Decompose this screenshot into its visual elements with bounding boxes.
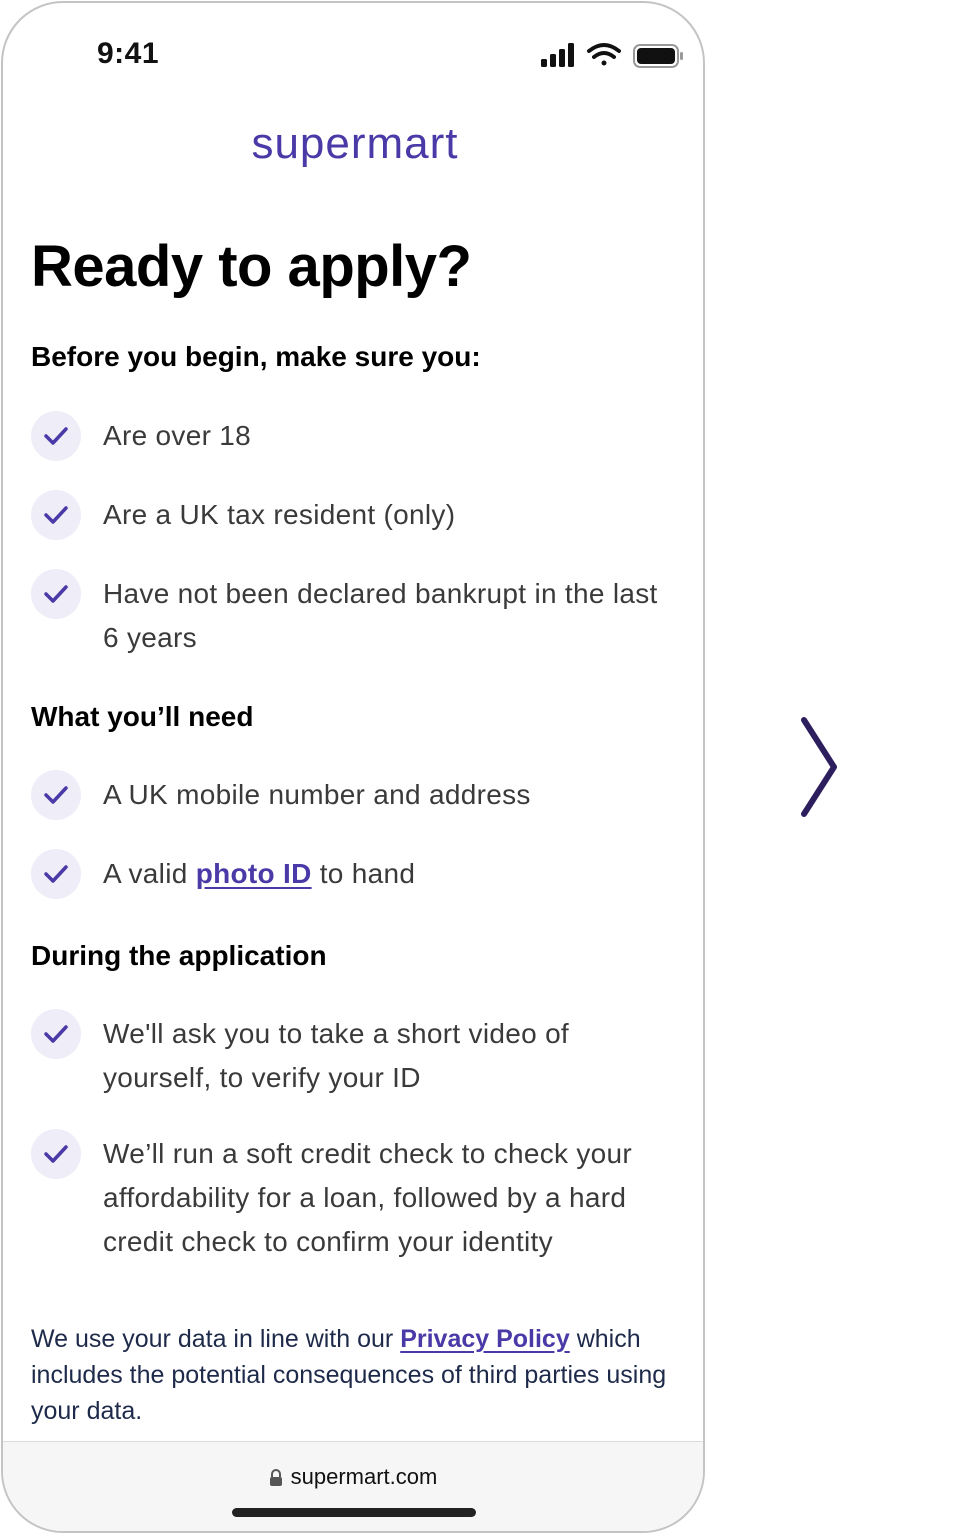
checklist-item-text: A UK mobile number and address — [103, 779, 531, 810]
brand-logo: supermart — [251, 119, 459, 168]
photo-id-link[interactable]: photo ID — [195, 858, 312, 889]
status-time: 9:41 — [97, 37, 160, 70]
checklist-item-text: Are over 18 — [103, 420, 252, 451]
page-title: Ready to apply? — [31, 234, 472, 299]
url-text: supermart.com — [290, 1464, 438, 1489]
status-icons — [539, 41, 683, 73]
photo-id-prefix: A valid — [103, 858, 196, 889]
checklist-item-text: Have not been declared bankrupt in the last 6 years — [103, 578, 658, 653]
privacy-prefix: We use your data in line with our — [31, 1325, 401, 1353]
checklist-item — [31, 1009, 681, 1100]
section-heading-requirements: What you’ll need — [31, 701, 254, 732]
checklist-item-text — [103, 849, 415, 896]
checklist-item — [31, 1129, 681, 1264]
checklist-item — [31, 569, 681, 660]
check-icon — [31, 490, 81, 540]
checklist-item — [31, 849, 681, 899]
check-icon — [31, 849, 81, 899]
privacy-policy-link[interactable]: Privacy Policy — [400, 1325, 570, 1353]
check-icon — [31, 411, 81, 461]
checklist-item-text: Are a UK tax resident (only) — [103, 499, 456, 530]
section-heading-eligibility: Before you begin, make sure you: — [31, 341, 481, 372]
check-icon — [31, 1009, 81, 1059]
browser-address-bar[interactable] — [3, 1441, 703, 1533]
check-icon — [31, 770, 81, 820]
checklist-item — [31, 770, 681, 820]
home-indicator[interactable] — [232, 1508, 476, 1517]
checklist-item — [31, 490, 681, 540]
cellular-signal-icon — [541, 43, 574, 67]
battery-icon — [634, 45, 683, 67]
privacy-notice — [31, 1321, 691, 1429]
wifi-icon — [589, 45, 619, 66]
checklist-item — [31, 411, 681, 461]
lock-icon — [269, 1469, 283, 1487]
section-heading-application: During the application — [31, 940, 327, 971]
checklist-item-text: We’ll run a soft credit check to check your affordability for a loan, followed by a hard credit check to confirm your identity — [103, 1138, 633, 1257]
checklist-item-text: We'll ask you to take a short video of yourself, to verify your ID — [103, 1018, 570, 1093]
chevron-right-icon[interactable] — [796, 714, 844, 820]
phone-frame — [1, 1, 705, 1533]
privacy-suffix: which includes the potential consequences of third parties using your data. — [31, 1325, 667, 1425]
url-display[interactable] — [3, 1464, 703, 1490]
photo-id-suffix: to hand — [311, 858, 416, 889]
check-icon — [31, 1129, 81, 1179]
check-icon — [31, 569, 81, 619]
